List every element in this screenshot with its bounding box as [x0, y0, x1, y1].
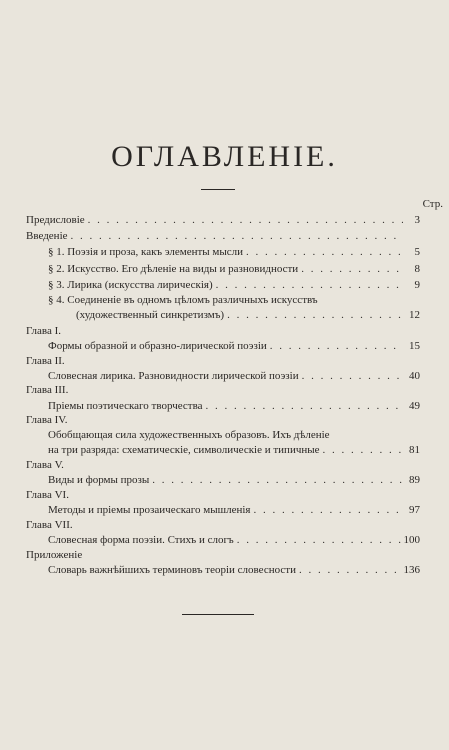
toc-entry: Словесная лирика. Разновидности лирической поэзіи . . . 40 — [48, 369, 420, 383]
page-title: ОГЛАВЛЕНІЕ. — [111, 140, 338, 173]
toc-entry: § 4. Соединеніе въ одномъ цѣломъ различныхъ искусствъ — [48, 294, 318, 306]
toc-entry: Пріемы поэтическаго творчества . . . 49 — [48, 399, 420, 413]
chapter-heading: Глава IV. — [26, 414, 68, 426]
toc-entry: Словарь важнѣйшихъ терминовъ теоріи словесности . . . 136 — [48, 563, 420, 577]
chapter-heading: Глава VI. — [26, 489, 69, 501]
title-divider — [201, 189, 235, 190]
page-column-header: Стр. — [422, 198, 443, 210]
end-divider — [182, 614, 254, 615]
toc-entry: Методы и пріемы прозаическаго мышленія . . . 97 — [48, 503, 420, 517]
chapter-heading: Глава II. — [26, 355, 65, 367]
toc-entry-continued: (художественный синкретизмъ) . . . 12 — [76, 308, 420, 322]
toc-entry: Виды и формы прозы . . . 89 — [48, 473, 420, 487]
appendix-heading: Приложеніе — [26, 549, 83, 561]
toc-entry: § 1. Поэзія и проза, какъ элементы мысли . . . 5 — [48, 245, 420, 259]
toc-entry: Введеніе . . . — [26, 229, 420, 243]
toc-entry: § 3. Лирика (искусства лирическія) . . . 9 — [48, 278, 420, 292]
chapter-heading: Глава VII. — [26, 519, 73, 531]
chapter-heading: Глава III. — [26, 384, 69, 396]
toc-entry: Формы образной и образно-лирической поэзіи . . . 15 — [48, 339, 420, 353]
toc-entry-continued: на три разряда: схематическіе, символическіе и типичные . . . 81 — [48, 443, 420, 457]
toc-entry: Словесная форма поэзіи. Стихъ и слогъ . . . 100 — [48, 533, 420, 547]
chapter-heading: Глава V. — [26, 459, 64, 471]
toc-entry: § 2. Искусство. Его дѣленіе на виды и разновидности . . . 8 — [48, 262, 420, 276]
chapter-heading: Глава I. — [26, 325, 61, 337]
toc-entry: Предисловіе . . . 3 — [26, 213, 420, 227]
toc-entry: Обобщающая сила художественныхъ образовъ. Ихъ дѣленіе — [48, 429, 330, 441]
